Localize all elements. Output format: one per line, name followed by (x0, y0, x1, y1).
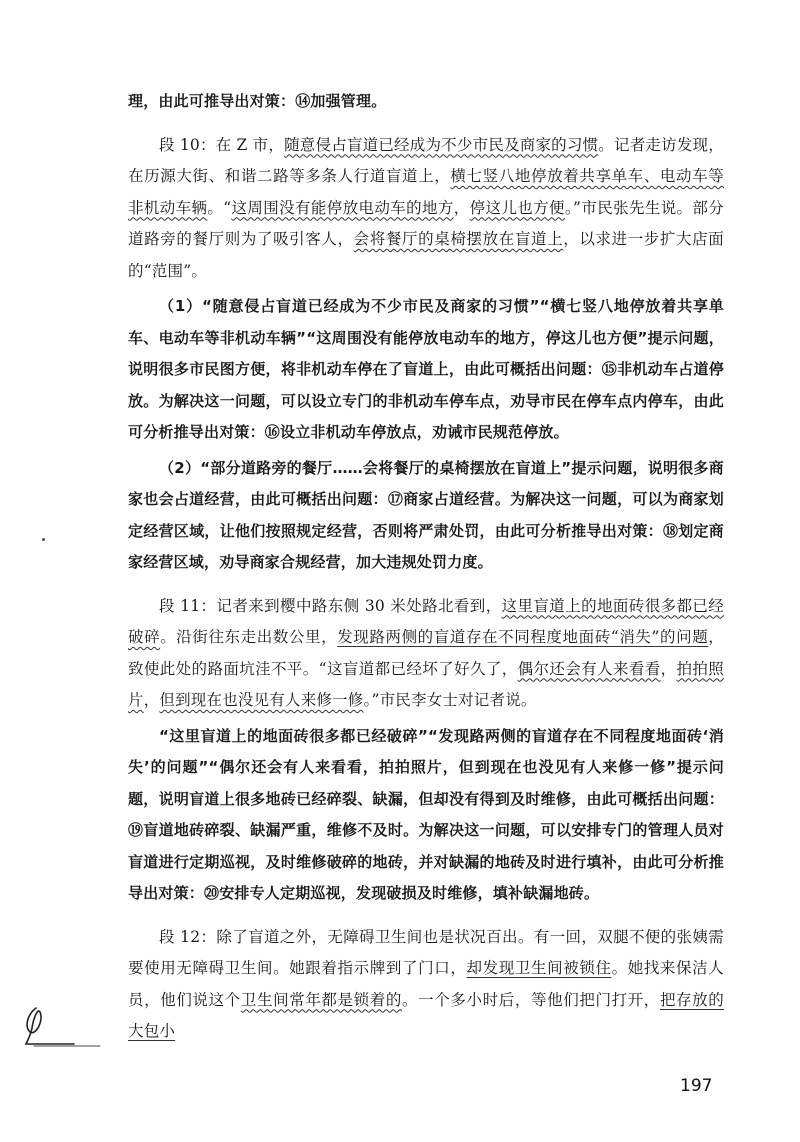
text-block (128, 86, 724, 1048)
wavy-underlined-text: 卫生间常年都是锁着的 (240, 990, 403, 1009)
text-run: 。记者走访发现，在历源大街、和谐二路等多条人行道盲道上， (128, 135, 724, 185)
text-run: 段 11：记者来到樱中路东侧 30 米处路北看到， (159, 596, 502, 615)
wavy-underlined-text: 停这儿也方便 (469, 198, 565, 217)
wavy-underlined-text: 随意侵占盲道已经成为不少市民及商家的习惯 (284, 135, 599, 154)
text-run: 。一个多小时后，等他们把门打开， (402, 990, 660, 1009)
wavy-underlined-text: 会将餐厅的桌椅摆放在盲道上 (353, 230, 564, 248)
paragraph-p1 (128, 130, 724, 288)
text-run: ， (143, 691, 160, 709)
wavy-underlined-text: 但到现在也没见有人来修一修 (159, 691, 364, 709)
text-run: ， (660, 659, 677, 678)
wavy-underlined-text: 这周围没有能停放电动车的地方 (231, 198, 454, 217)
text-run: ，致使此处的路面坑洼不平。“这盲道都已经坏了好久了， (128, 628, 724, 678)
underlined-text: 发现路两侧的盲道存在不同程度地面砖“消失”的问题 (337, 628, 709, 646)
text-run: ，以求进一步扩大店面的“范围”。 (128, 230, 724, 280)
paragraph-p3 (128, 453, 724, 579)
wavy-underlined-text: 这里盲道上的地面砖很多都已经破碎 (128, 596, 724, 646)
wavy-underlined-text: 偶尔还会有人来看看 (517, 659, 661, 678)
paragraph-p4 (128, 591, 724, 717)
paragraph-p0 (128, 86, 724, 118)
paragraph-p2 (128, 291, 724, 449)
underlined-text: 却发现卫生间被锁住 (466, 959, 612, 977)
text-run: 。”市民李女士对记者说。 (363, 691, 537, 709)
text-run: （1）“随意侵占盲道已经成为不少市民及商家的习惯”“横七竖八地停放着共享单车、电动车等非机动车辆”“这周围没有能停放电动车的地方，停这儿也方便”提示问题，说明很多市民图方便，将非机动车停在了盲道上，由此可概括出问题：⑮非机动车占道停放。为解决这一问题，可以设立专门的非机动车停车点，劝导市民在停车点内停车，由此可分析推导出对策：⑯设立非机动车停放点，劝诫市民规范停放。 (128, 297, 724, 441)
text-run: 段 10：在 Z 市， (159, 135, 285, 154)
wavy-underlined-text: 横七竖八地停放着共享单车、电动车等非机动车辆 (128, 167, 724, 217)
paragraph-p6 (128, 922, 724, 1048)
text-run: 。沿街往东走出数公里， (160, 628, 338, 646)
text-run: 段 12：除了盲道之外，无障碍卫生间也是状况百出。有一回，双腿不便的张姨需要使用无障碍卫生间。她跟着指示牌到了门口， (128, 927, 724, 977)
wavy-underlined-text: 拍拍照片 (128, 659, 724, 709)
paragraph-p5 (128, 721, 724, 910)
underlined-text: 把存放的大包小 (128, 990, 724, 1040)
text-run: 理，由此可推导出对策：⑭加强管理。 (128, 92, 387, 110)
text-run: （2）“部分道路旁的餐厅……会将餐厅的桌椅摆放在盲道上”提示问题，说明很多商家也会占道经营，由此可概括出问题：⑰商家占道经营。为解决这一问题，可以为商家划定经营区域，让他们按照规定经营，否则将严肃处罚，由此可分析推导出对策：⑱划定商家经营区域，劝导商家合规经营，加大违规处罚力度。 (128, 458, 724, 571)
text-run: “这里盲道上的地面砖很多都已经破碎”“发现路两侧的盲道存在不同程度地面砖‘消失’的问题”“偶尔还会有人来看看，拍拍照片，但到现在也没见有人来修一修”提示问题，说明盲道上很多地砖已经碎裂、缺漏，但却没有得到及时维修，由此可概括出问题：⑲盲道地砖碎裂、缺漏严重，维修不及时。为解决这一问题，可以安排专门的管理人员对盲道进行定期巡视，及时维修破碎的地砖，并对缺漏的地砖及时进行填补，由此可分析推导出对策：⑳安排专人定期巡视，发现破损及时维修，填补缺漏地砖。 (128, 726, 724, 902)
text-run: 。”市民张先生说。部分道路旁的餐厅则为了吸引客人， (128, 198, 725, 248)
text-run: 。她找来保洁人员，他们说这个 (128, 959, 724, 1009)
scan-speck (42, 538, 45, 541)
text-run: ， (453, 198, 470, 217)
text-run: 。“ (207, 198, 232, 217)
handwritten-mark (14, 1000, 114, 1050)
page-number: 197 (680, 1076, 713, 1096)
